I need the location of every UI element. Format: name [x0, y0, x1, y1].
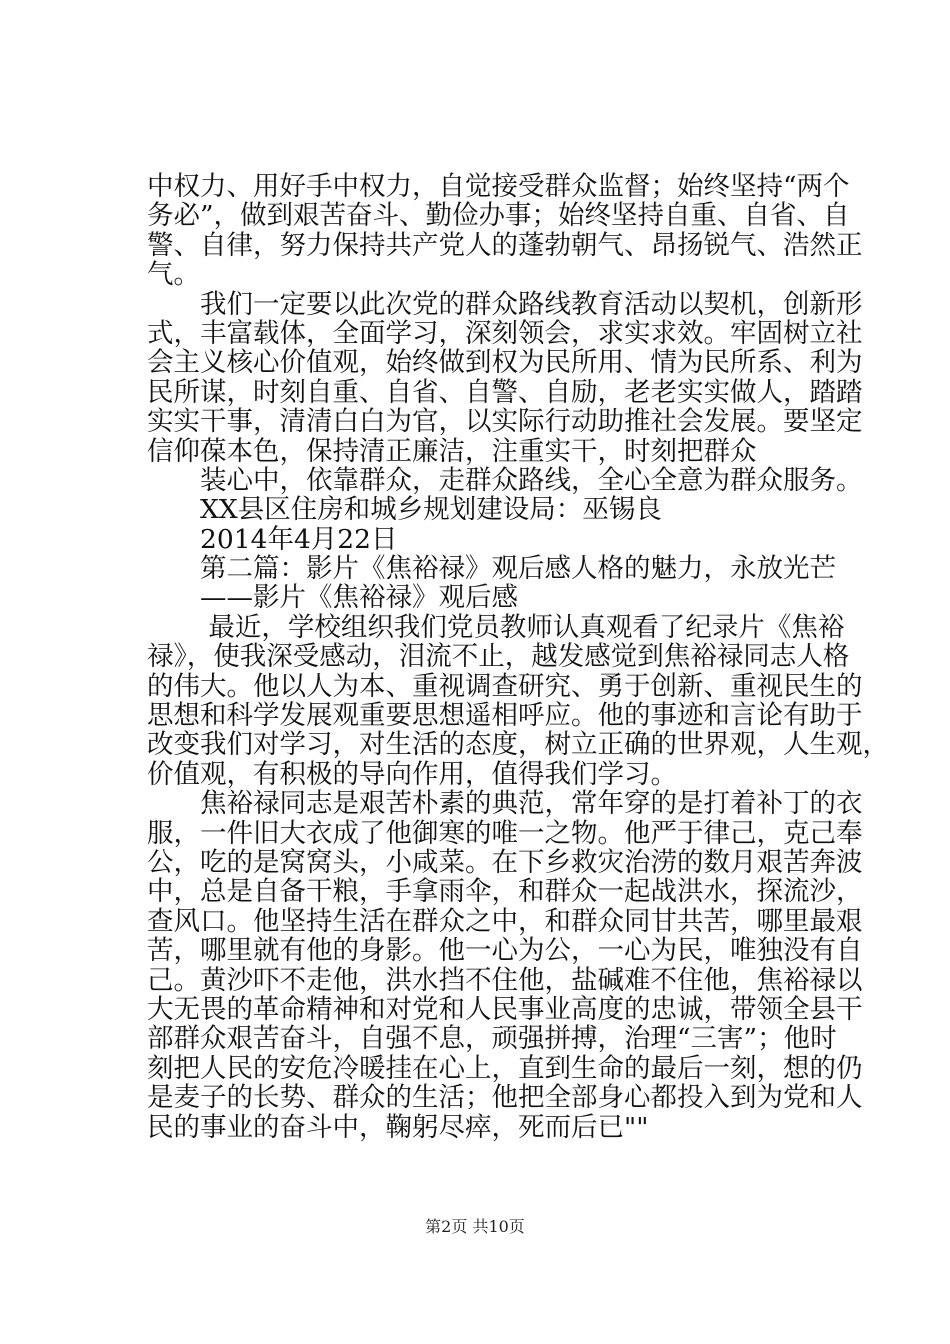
text-line: 中，总是自备干粮，手拿雨伞，和群众一起战洪水，探流沙， — [147, 876, 863, 908]
text-line: 2014年4月22日 — [147, 523, 398, 555]
text-line: 务必”，做到艰苦奋斗、勤俭办事；始终坚持自重、自省、自 — [147, 200, 850, 232]
text-line: 部群众艰苦奋斗，自强不息，顽强拼搏，治理“三害”；他时 — [147, 1023, 837, 1055]
text-line: 思想和科学发展观重要思想遥相呼应。他的事迹和言论有助于 — [147, 700, 863, 732]
text-line: 是麦子的长势、群众的生活；他把全部身心都投入到为党和人 — [147, 1082, 863, 1114]
text-line: 焦裕禄同志是艰苦朴素的典范，常年穿的是打着补丁的衣 — [147, 788, 863, 820]
text-line: 实实干事，清清白白为官，以实际行动助推社会发展。要坚定 — [147, 406, 863, 438]
text-line: ——影片《焦裕禄》观后感 — [147, 582, 518, 614]
page-footer: 第2页 共10页 — [425, 1217, 525, 1236]
text-line: 第二篇：影片《焦裕禄》观后感人格的魅力，永放光芒 — [147, 553, 836, 585]
text-line: 信仰葆本色，保持清正廉洁，注重实干，时刻把群众 — [147, 435, 757, 467]
text-line: 己。黄沙吓不走他，洪水挡不住他，盐碱难不住他，焦裕禄以 — [147, 964, 863, 996]
text-line: 改变我们对学习，对生活的态度，树立正确的世界观，人生观， — [147, 729, 889, 761]
text-line: 中权力、用好手中权力，自觉接受群众监督；始终坚持“两个 — [147, 171, 850, 202]
text-line: 公，吃的是窝窝头，小咸菜。在下乡救灾治涝的数月艰苦奔波 — [147, 846, 863, 878]
text-line: 气。 — [147, 259, 200, 291]
text-line: 最近，学校组织我们党员教师认真观看了纪录片《焦裕 — [147, 611, 845, 643]
document-body — [147, 171, 889, 1143]
text-line: 民的事业的奋斗中，鞠躬尽瘁，死而后已"" — [147, 1111, 649, 1143]
text-line: 民所谋，时刻自重、自省、自警、自励，老老实实做人，踏踏 — [147, 376, 863, 408]
text-line: 查风口。他坚持生活在群众之中，和群众同甘共苦，哪里最艰 — [147, 905, 863, 937]
text-line: 我们一定要以此次党的群众路线教育活动以契机，创新形 — [147, 288, 863, 320]
text-line: 大无畏的革命精神和对党和人民事业高度的忠诚，带领全县干 — [147, 993, 863, 1025]
text-line: 禄》，使我深受感动，泪流不止，越发感觉到焦裕禄同志人格 — [147, 641, 850, 673]
text-line: 会主义核心价值观，始终做到权为民所用、情为民所系、利为 — [147, 347, 863, 379]
text-line: 装心中，依靠群众，走群众路线，全心全意为群众服务。 — [147, 464, 863, 496]
text-line: 刻把人民的安危冷暖挂在心上，直到生命的最后一刻，想的仍 — [147, 1052, 863, 1084]
text-line: XX县区住房和城乡规划建设局：巫锡良 — [147, 494, 662, 526]
text-line: 服，一件旧大衣成了他御寒的唯一之物。他严于律己，克己奉 — [147, 817, 863, 849]
text-line: 警、自律，努力保持共产党人的蓬勃朝气、昂扬锐气、浩然正 — [147, 229, 863, 261]
text-line: 式，丰富载体，全面学习，深刻领会，求实求效。牢固树立社 — [147, 317, 863, 349]
text-line: 苦，哪里就有他的身影。他一心为公，一心为民，唯独没有自 — [147, 935, 863, 967]
text-line: 的伟大。他以人为本、重视调查研究、勇于创新、重视民生的 — [147, 670, 863, 702]
text-line: 价值观，有积极的导向作用，值得我们学习。 — [147, 758, 677, 790]
